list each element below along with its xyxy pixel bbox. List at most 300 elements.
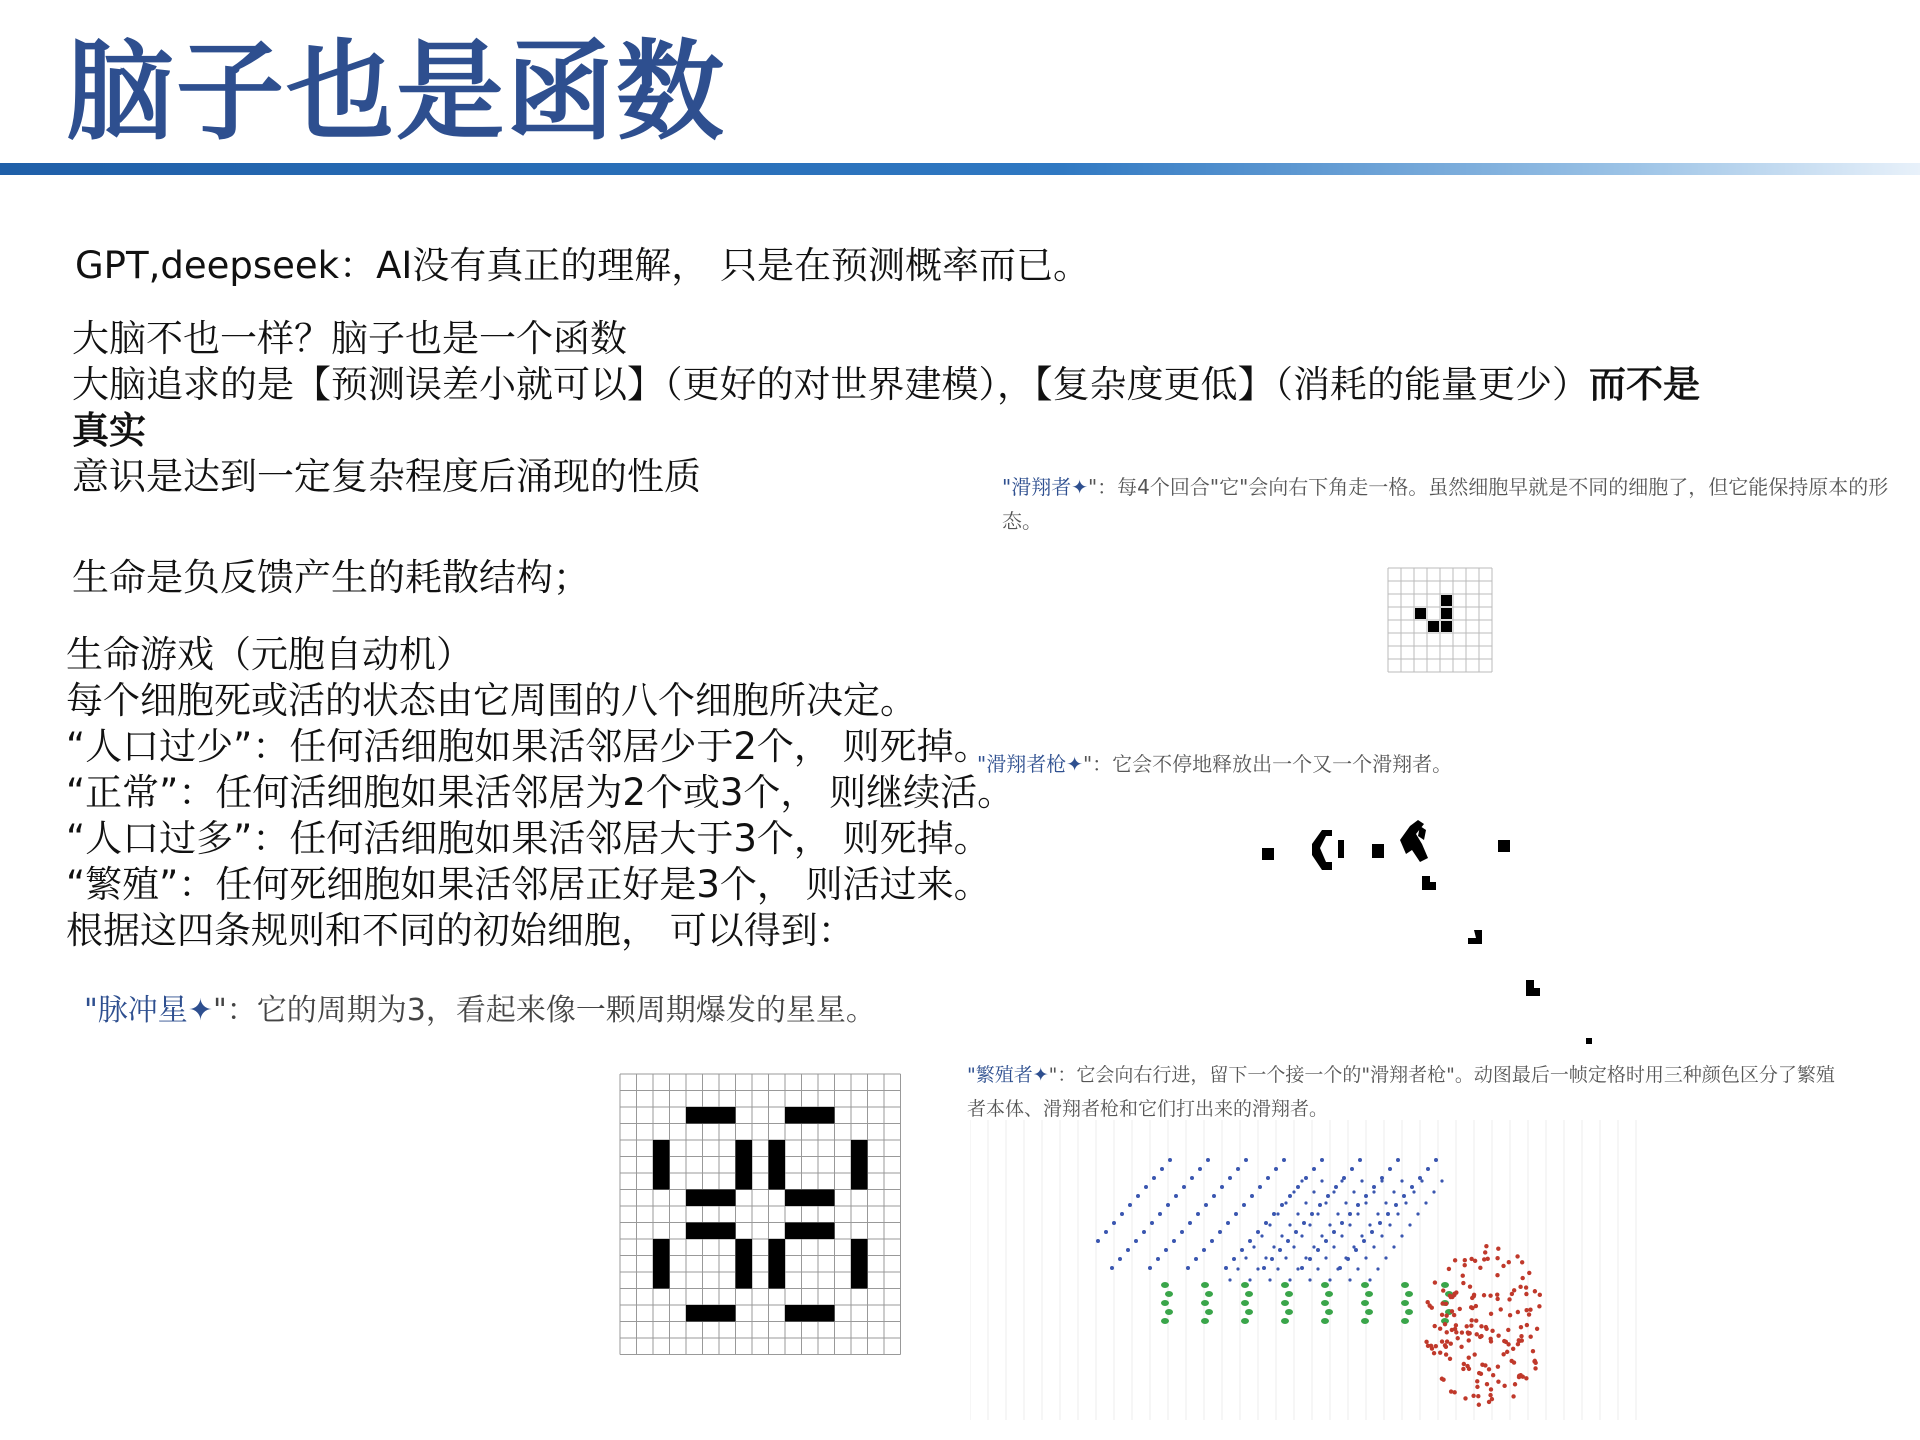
glider-stream-dot <box>1264 1256 1267 1259</box>
glider-stream-dot <box>1308 1278 1311 1281</box>
glider-stream-dot <box>1432 1190 1435 1193</box>
breeder-dot <box>1520 1260 1524 1264</box>
game-of-life-section <box>66 632 1026 954</box>
glider-stream-dot <box>1392 1190 1395 1193</box>
glider-stream-dot <box>1288 1223 1291 1226</box>
pulsar-cell <box>851 1239 868 1256</box>
breeder-dot <box>1434 1344 1438 1348</box>
glider-stream-dot <box>1434 1158 1438 1162</box>
game-title: 生命游戏（元胞自动机） <box>66 633 473 676</box>
glider-stream-dot <box>1302 1221 1306 1225</box>
breeder-dot <box>1528 1335 1532 1339</box>
pulsar-cell <box>769 1173 786 1190</box>
glider-stream-dot <box>1380 1234 1383 1237</box>
breeder-dot <box>1453 1258 1457 1262</box>
glider-stream-dot <box>1144 1185 1148 1189</box>
glider-stream-dot <box>1188 1221 1192 1225</box>
glider-stream-dot <box>1240 1248 1244 1252</box>
glider-stream-dot <box>1316 1267 1319 1270</box>
gun-dot <box>1325 1309 1333 1315</box>
gun-dot <box>1201 1282 1209 1288</box>
pulsar-cell <box>851 1157 868 1174</box>
breeder-dot <box>1448 1293 1452 1297</box>
glider-stream-dot <box>1174 1194 1178 1198</box>
pulsar-cell <box>653 1239 670 1256</box>
breeder-dot <box>1489 1312 1493 1316</box>
glider-stream-dot <box>1404 1201 1407 1204</box>
glider-stream-dot <box>1288 1194 1292 1198</box>
breeder-dot <box>1474 1319 1478 1323</box>
gun-glider-3 <box>1526 980 1540 996</box>
glider-stream-dot <box>1198 1167 1202 1171</box>
breeder-dot <box>1513 1382 1517 1386</box>
breeder-dot <box>1424 1340 1428 1344</box>
breeder-dot <box>1533 1366 1537 1370</box>
breeder-dot <box>1475 1385 1479 1389</box>
glider-gun-caption: "滑翔者枪✦"：它会不停地释放出一个又一个滑翔者。 <box>977 752 1453 776</box>
breeder-dot <box>1499 1307 1503 1311</box>
breeder-dot <box>1512 1288 1516 1292</box>
breeder-dot <box>1449 1341 1453 1345</box>
glider-stream-dot <box>1340 1179 1343 1182</box>
gun-right-shape <box>1400 820 1428 862</box>
glider-stream-dot <box>1136 1194 1140 1198</box>
glider-stream-dot <box>1324 1239 1328 1243</box>
pulsar-cell <box>785 1305 802 1322</box>
glider-stream-dot <box>1212 1194 1216 1198</box>
glider-stream-dot <box>1232 1257 1236 1261</box>
title-underline <box>0 163 1920 175</box>
glider-stream-dot <box>1388 1167 1392 1171</box>
glider-stream-dot <box>1312 1245 1315 1248</box>
pulsar-cell <box>736 1239 753 1256</box>
glider-stream-dot <box>1296 1267 1299 1270</box>
glider-stream-dot <box>1236 1167 1240 1171</box>
glider-stream-dot <box>1126 1248 1130 1252</box>
glider-stream-dot <box>1284 1256 1287 1259</box>
breeder-dot <box>1450 1309 1454 1313</box>
breeder-dot <box>1488 1393 1492 1397</box>
breeder-dot <box>1440 1313 1444 1317</box>
gun-dot <box>1321 1282 1329 1288</box>
breeder-dot <box>1466 1331 1470 1335</box>
glider-stream-dot <box>1226 1221 1230 1225</box>
rule-reproduction: “繁殖”：任何死细胞如果活邻居正好是3个， 则活过来。 <box>66 863 991 906</box>
glider-cell <box>1415 608 1426 619</box>
pulsar-cell <box>851 1173 868 1190</box>
breeder-dot <box>1488 1337 1492 1341</box>
glider-stream-dot <box>1312 1167 1316 1171</box>
glider-stream-dot <box>1110 1266 1114 1270</box>
breeder-dot <box>1472 1352 1476 1356</box>
breeder-dot <box>1438 1350 1442 1354</box>
gun-dot <box>1321 1300 1329 1306</box>
glider-stream-dot <box>1194 1257 1198 1261</box>
gun-glider-2 <box>1468 930 1482 944</box>
pulsar-cell <box>703 1190 720 1207</box>
gun-dot <box>1201 1318 1209 1324</box>
pulsar-cell <box>653 1140 670 1157</box>
breeder-dot <box>1516 1310 1520 1314</box>
glider-stream-dot <box>1296 1212 1299 1215</box>
pulsar-cell <box>686 1223 703 1240</box>
breeder-dot <box>1495 1292 1499 1296</box>
gun-dot <box>1205 1291 1213 1297</box>
glider-stream-dot <box>1344 1201 1347 1204</box>
breeder-dot <box>1511 1347 1515 1351</box>
glider-stream-dot <box>1334 1185 1338 1189</box>
gun-dot <box>1365 1291 1373 1297</box>
glider-stream-dot <box>1134 1239 1138 1243</box>
glider-stream-dot <box>1166 1203 1170 1207</box>
breeder-dot <box>1488 1293 1492 1297</box>
gun-dot <box>1361 1300 1369 1306</box>
pulsar-caption: "脉冲星✦"：它的周期为3，看起来像一颗周期爆发的星星。 <box>84 993 876 1028</box>
gun-dot <box>1401 1300 1409 1306</box>
glider-stream-dot <box>1270 1257 1274 1261</box>
breeder-dot <box>1508 1313 1512 1317</box>
glider-stream-dot <box>1282 1158 1286 1162</box>
glider-stream-dot <box>1426 1167 1430 1171</box>
glider-stream-dot <box>1268 1278 1271 1281</box>
glider-stream-dot <box>1372 1245 1375 1248</box>
glider-stream-dot <box>1272 1212 1276 1216</box>
glider-stream-dot <box>1206 1158 1210 1162</box>
glider-stream-dot <box>1096 1239 1100 1243</box>
glider-caption: "滑翔者✦"：每4个回合"它"会向右下角走一格。虽然细胞早就是不同的细胞了，但它能保持原本的形态。 <box>1002 475 1889 533</box>
glider-stream-dot <box>1320 1158 1324 1162</box>
glider-stream-dot <box>1258 1185 1262 1189</box>
glider-stream-dot <box>1234 1212 1238 1216</box>
pulsar-cell <box>785 1107 802 1124</box>
glider-stream-dot <box>1324 1201 1327 1204</box>
gun-left-shape <box>1312 830 1344 870</box>
breeder-caption: "繁殖者✦"：它会向右行进，留下一个接一个的"滑翔者枪"。动图最后一帧定格时用三种颜色区分了繁殖者本体、滑翔者枪和它们打出来的滑翔者。 <box>967 1064 1835 1120</box>
gun-dot <box>1205 1309 1213 1315</box>
glider-stream-dot <box>1396 1212 1399 1215</box>
breeder-dot <box>1502 1339 1506 1343</box>
breeder-dot <box>1524 1376 1528 1380</box>
breeder-dot <box>1461 1281 1465 1285</box>
breeder-dot <box>1465 1364 1469 1368</box>
breeder-dot <box>1461 1274 1465 1278</box>
breeder-dot <box>1496 1333 1500 1337</box>
gun-center-block <box>1372 844 1384 858</box>
glider-stream-dot <box>1300 1234 1303 1237</box>
pulsar-cell <box>703 1107 720 1124</box>
pulsar-cell <box>703 1305 720 1322</box>
breeder-dot <box>1469 1305 1473 1309</box>
breeder-dot <box>1515 1254 1519 1258</box>
breeder-dot <box>1525 1323 1529 1327</box>
glider-stream-dot <box>1328 1223 1331 1226</box>
breeder-dot <box>1517 1338 1521 1342</box>
pulsar-cell <box>769 1140 786 1157</box>
glider-stream-dot <box>1280 1234 1283 1237</box>
glider-stream-dot <box>1344 1256 1347 1259</box>
gun-dot <box>1361 1318 1369 1324</box>
glider-stream-dot <box>1172 1239 1176 1243</box>
gun-dot <box>1161 1300 1169 1306</box>
breeder-dot <box>1495 1297 1499 1301</box>
breeder-figure <box>970 1120 1650 1420</box>
breeder-dot <box>1482 1293 1486 1297</box>
glider-stream-dot <box>1284 1201 1287 1204</box>
breeder-dot <box>1475 1379 1479 1383</box>
glider-stream-dot <box>1158 1212 1162 1216</box>
glider-stream-dot <box>1266 1176 1270 1180</box>
glider-stream-dot <box>1354 1248 1358 1252</box>
breeder-dot <box>1477 1403 1481 1407</box>
breeder-dot <box>1467 1355 1471 1359</box>
glider-stream-dot <box>1308 1257 1312 1261</box>
pulsar-cell <box>802 1190 819 1207</box>
glider-stream-dot <box>1328 1278 1331 1281</box>
glider-stream-dot <box>1276 1267 1279 1270</box>
glider-stream-dot <box>1364 1201 1367 1204</box>
breeder-dot <box>1458 1307 1462 1311</box>
breeder-dot <box>1483 1363 1487 1367</box>
glider-stream-dot <box>1248 1239 1252 1243</box>
breeder-dot <box>1452 1313 1456 1317</box>
glider-stream-dot <box>1256 1267 1259 1270</box>
glider-stream-dot <box>1320 1179 1323 1182</box>
glider-stream-dot <box>1370 1230 1374 1234</box>
gun-dot <box>1321 1318 1329 1324</box>
gun-dot <box>1285 1309 1293 1315</box>
glider-stream-dot <box>1202 1248 1206 1252</box>
breeder-dot <box>1467 1338 1471 1342</box>
breeder-dot <box>1487 1367 1491 1371</box>
glider-stream-dot <box>1312 1190 1315 1193</box>
breeder-dot <box>1441 1288 1445 1292</box>
glider-stream-dot <box>1118 1257 1122 1261</box>
glider-stream-dot <box>1384 1256 1387 1259</box>
breeder-dot <box>1485 1382 1489 1386</box>
glider-stream-dot <box>1418 1176 1422 1180</box>
pulsar-cell <box>703 1223 720 1240</box>
breeder-dot <box>1490 1329 1494 1333</box>
breeder-dot <box>1472 1293 1476 1297</box>
breeder-dot <box>1507 1260 1511 1264</box>
glider-stream-dot <box>1356 1203 1360 1207</box>
glider-stream-dot <box>1274 1167 1278 1171</box>
glider-stream-dot <box>1308 1223 1311 1226</box>
pulsar-cell <box>719 1305 736 1322</box>
glider-stream-dot <box>1292 1190 1295 1193</box>
pulsar-cell <box>802 1107 819 1124</box>
breeder-dot <box>1471 1394 1475 1398</box>
breeder-dot <box>1459 1345 1463 1349</box>
glider-stream-dot <box>1352 1245 1355 1248</box>
breeder-dot <box>1469 1324 1473 1328</box>
pulsar-cell <box>736 1256 753 1273</box>
glider-stream-dot <box>1182 1185 1186 1189</box>
gun-dot <box>1401 1282 1409 1288</box>
breeder-dot <box>1461 1367 1465 1371</box>
pulsar-cell <box>785 1223 802 1240</box>
glider-stream-dot <box>1394 1203 1398 1207</box>
intro-text: GPT,deepseek：AI没有真正的理解， 只是在预测概率而已。 <box>75 244 1091 287</box>
breeder-dot <box>1473 1259 1477 1263</box>
glider-stream-dot <box>1244 1256 1247 1259</box>
glider-stream-dot <box>1360 1234 1363 1237</box>
glider-stream-dot <box>1350 1167 1354 1171</box>
glider-stream-dot <box>1180 1230 1184 1234</box>
glider-stream-dot <box>1316 1248 1320 1252</box>
glider-stream-dot <box>1392 1245 1395 1248</box>
glider-stream-dot <box>1326 1194 1330 1198</box>
breeder-dot <box>1509 1359 1513 1363</box>
breeder-dot <box>1495 1256 1499 1260</box>
glider-stream-dot <box>1276 1212 1279 1215</box>
pulsar-cell <box>851 1140 868 1157</box>
glider-stream-dot <box>1440 1179 1443 1182</box>
glider-stream-dot <box>1424 1201 1427 1204</box>
breeder-dot <box>1444 1345 1448 1349</box>
glider-stream-dot <box>1396 1158 1400 1162</box>
breeder-dot <box>1460 1330 1464 1334</box>
breeder-dot <box>1501 1352 1505 1356</box>
gun-dot <box>1365 1309 1373 1315</box>
game-conclusion: 根据这四条规则和不同的初始细胞， 可以得到： <box>66 909 855 952</box>
glider-stream-dot <box>1348 1223 1351 1226</box>
glider-stream-dot <box>1340 1221 1344 1225</box>
breeder-dot <box>1450 1328 1454 1332</box>
breeder-dot <box>1496 1247 1500 1251</box>
glider-stream-dot <box>1420 1179 1423 1182</box>
pulsar-cell <box>851 1272 868 1289</box>
gun-dot <box>1361 1282 1369 1288</box>
glider-stream-dot <box>1218 1230 1222 1234</box>
glider-stream-dot <box>1120 1212 1124 1216</box>
breeder-dot <box>1527 1271 1531 1275</box>
pulsar-cell <box>736 1140 753 1157</box>
pulsar-cell <box>719 1190 736 1207</box>
glider-stream-dot <box>1164 1248 1168 1252</box>
gun-dot <box>1161 1282 1169 1288</box>
breeder-dot <box>1478 1266 1482 1270</box>
pulsar-cell <box>818 1223 835 1240</box>
pulsar-cell <box>686 1190 703 1207</box>
glider-stream-dot <box>1112 1221 1116 1225</box>
breeder-dot <box>1518 1285 1522 1289</box>
glider-stream-dot <box>1296 1185 1300 1189</box>
breeder-dot <box>1433 1280 1437 1284</box>
glider-stream-dot <box>1224 1266 1228 1270</box>
glider-stream-dot <box>1190 1176 1194 1180</box>
glider-stream-dot <box>1364 1194 1368 1198</box>
glider-cell <box>1441 595 1452 606</box>
glider-stream-dot <box>1128 1203 1132 1207</box>
glider-stream-dot <box>1300 1266 1304 1270</box>
glider-stream-dot <box>1360 1179 1363 1182</box>
glider-stream-dot <box>1278 1248 1282 1252</box>
glider-stream-dot <box>1320 1234 1323 1237</box>
breeder-dot <box>1463 1396 1467 1400</box>
glider-stream-dot <box>1186 1266 1190 1270</box>
glider-stream-dot <box>1340 1234 1343 1237</box>
breeder-dot <box>1440 1301 1444 1305</box>
glider-stream-dot <box>1362 1239 1366 1243</box>
glider-stream-dot <box>1228 1278 1231 1281</box>
glider-stream-dot <box>1294 1230 1298 1234</box>
breeder-dot <box>1538 1293 1542 1297</box>
glider-stream-dot <box>1336 1267 1339 1270</box>
glider-stream-dot <box>1220 1185 1224 1189</box>
gun-dot <box>1161 1318 1169 1324</box>
breeder-dot <box>1496 1364 1500 1368</box>
gun-dot <box>1441 1282 1449 1288</box>
glider-stream-dot <box>1256 1230 1260 1234</box>
glider-stream-dot <box>1364 1256 1367 1259</box>
glider-stream-dot <box>1368 1223 1371 1226</box>
glider-stream-dot <box>1336 1212 1339 1215</box>
breeder-dot <box>1475 1332 1479 1336</box>
glider-stream-dot <box>1262 1266 1266 1270</box>
glider-desc: ：每4个回合"它"会向右下角走一格。虽然细胞早就是不同的细胞了，但它能保持原本的形态。 <box>1002 475 1889 533</box>
glider-stream-dot <box>1402 1194 1406 1198</box>
breeder-name: "繁殖者 <box>967 1064 1033 1086</box>
pulsar-cell <box>736 1272 753 1289</box>
glider-stream-dot <box>1376 1267 1379 1270</box>
gun-block-left <box>1262 848 1274 860</box>
glider-stream-dot <box>1386 1212 1390 1216</box>
glider-stream-dot <box>1264 1221 1268 1225</box>
glider-stream-dot <box>1342 1176 1346 1180</box>
breeder-dot <box>1443 1322 1447 1326</box>
brain-line-3: 意识是达到一定复杂程度后涌现的性质 <box>72 455 701 498</box>
glider-stream-dot <box>1242 1203 1246 1207</box>
glider-stream-dot <box>1332 1245 1335 1248</box>
pulsar-cell <box>802 1223 819 1240</box>
glider-stream-dot <box>1316 1212 1319 1215</box>
breeder-dot <box>1426 1344 1430 1348</box>
breeder-dot <box>1537 1304 1541 1308</box>
gun-dot <box>1165 1309 1173 1315</box>
pulsar-cell <box>719 1107 736 1124</box>
pulsar-cell <box>686 1107 703 1124</box>
rule-overpopulation: “人口过多”：任何活细胞如果活邻居大于3个， 则死掉。 <box>66 817 991 860</box>
glider-stream-dot <box>1250 1194 1254 1198</box>
glider-stream-dot <box>1168 1158 1172 1162</box>
breeder-dot <box>1533 1289 1537 1293</box>
glider-stream-dot <box>1310 1212 1314 1216</box>
glider-gun-desc: ：它会不停地释放出一个又一个滑翔者。 <box>1092 752 1453 776</box>
breeder-dot <box>1535 1327 1539 1331</box>
breeder-dot <box>1519 1334 1523 1338</box>
breeder-dot <box>1479 1324 1483 1328</box>
breeder-dot <box>1511 1394 1515 1398</box>
glider-stream-dot <box>1368 1278 1371 1281</box>
breeder-dot <box>1506 1342 1510 1346</box>
glider-stream-dot <box>1150 1221 1154 1225</box>
breeder-desc: ：它会向右行进，留下一个接一个的"滑翔者枪"。动图最后一帧定格时用三种颜色区分了繁殖者本体、滑翔者枪和它们打出来的滑翔者。 <box>967 1064 1835 1120</box>
glider-stream-dot <box>1272 1245 1275 1248</box>
brain-line-1: 大脑不也一样？脑子也是一个函数 <box>72 317 627 360</box>
breeder-dot <box>1438 1326 1442 1330</box>
breeder-dot <box>1440 1339 1444 1343</box>
breeder-dot <box>1484 1327 1488 1331</box>
glider-stream-dot <box>1358 1158 1362 1162</box>
glider-stream-dot <box>1292 1245 1295 1248</box>
pulsar-cell <box>769 1239 786 1256</box>
glider-name: "滑翔者 <box>1002 475 1072 499</box>
glider-stream-dot <box>1408 1223 1411 1226</box>
gun-block-right <box>1498 840 1510 852</box>
breeder-dot <box>1502 1384 1506 1388</box>
breeder-dot <box>1527 1312 1531 1316</box>
